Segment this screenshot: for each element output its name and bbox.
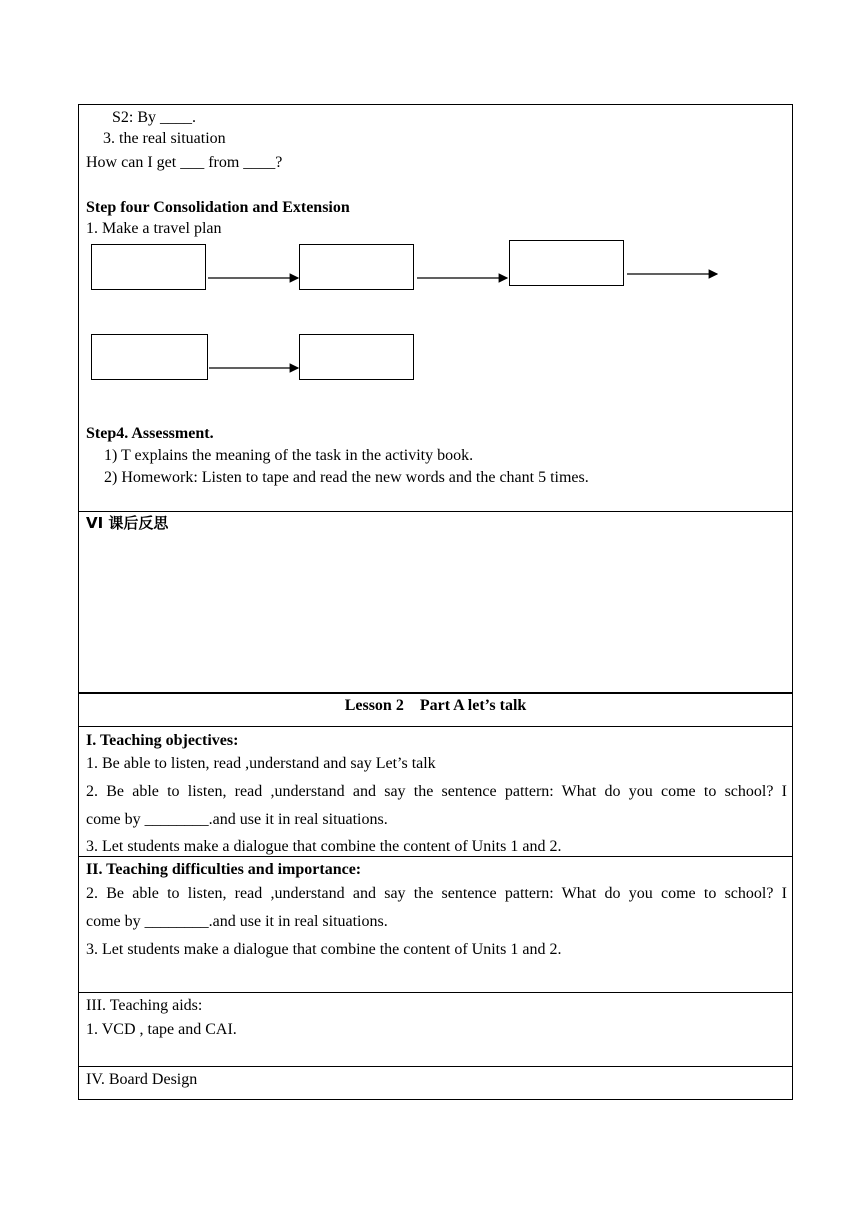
travel-plan-item: 1. Make a travel plan xyxy=(86,220,222,237)
lesson-title: Lesson 2 Part A let’s talk xyxy=(344,697,527,714)
difficulty-3: 3. Let students make a dialogue that combine the content of Units 1 and 2. xyxy=(86,941,562,958)
objective-2-line-2: come by ________.and use it in real situations. xyxy=(86,811,388,828)
objective-1: 1. Be able to listen, read ,understand and say Let’s talk xyxy=(86,755,436,772)
board-heading: IV. Board Design xyxy=(86,1071,198,1088)
objective-2-line-1: 2. Be able to listen, read ,understand and say the sentence pattern: What do you come to school? I xyxy=(86,783,787,800)
assessment-heading: Step4. Assessment. xyxy=(86,425,214,442)
question-line: How can I get ___ from ____? xyxy=(86,154,283,171)
difficulties-heading: II. Teaching difficulties and importance: xyxy=(86,861,362,878)
aids-heading: III. Teaching aids: xyxy=(86,997,203,1014)
difficulty-2-line-2: come by ________.and use it in real situations. xyxy=(86,913,388,930)
aids-item-1: 1. VCD , tape and CAI. xyxy=(86,1021,237,1038)
assessment-item-1: 1) T explains the meaning of the task in the activity book. xyxy=(104,447,474,464)
situation-item: 3. the real situation xyxy=(103,130,226,147)
step-four-heading: Step four Consolidation and Extension xyxy=(86,199,350,216)
objectives-heading: I. Teaching objectives: xyxy=(86,732,239,749)
objective-3: 3. Let students make a dialogue that combine the content of Units 1 and 2. xyxy=(86,838,562,855)
assessment-item-2: 2) Homework: Listen to tape and read the new words and the chant 5 times. xyxy=(104,469,589,486)
reflection-heading: VI 课后反思 xyxy=(86,514,169,532)
s2-line: S2: By ____. xyxy=(112,109,197,126)
difficulty-2-line-1: 2. Be able to listen, read ,understand and say the sentence pattern: What do you come to school? I xyxy=(86,885,787,902)
